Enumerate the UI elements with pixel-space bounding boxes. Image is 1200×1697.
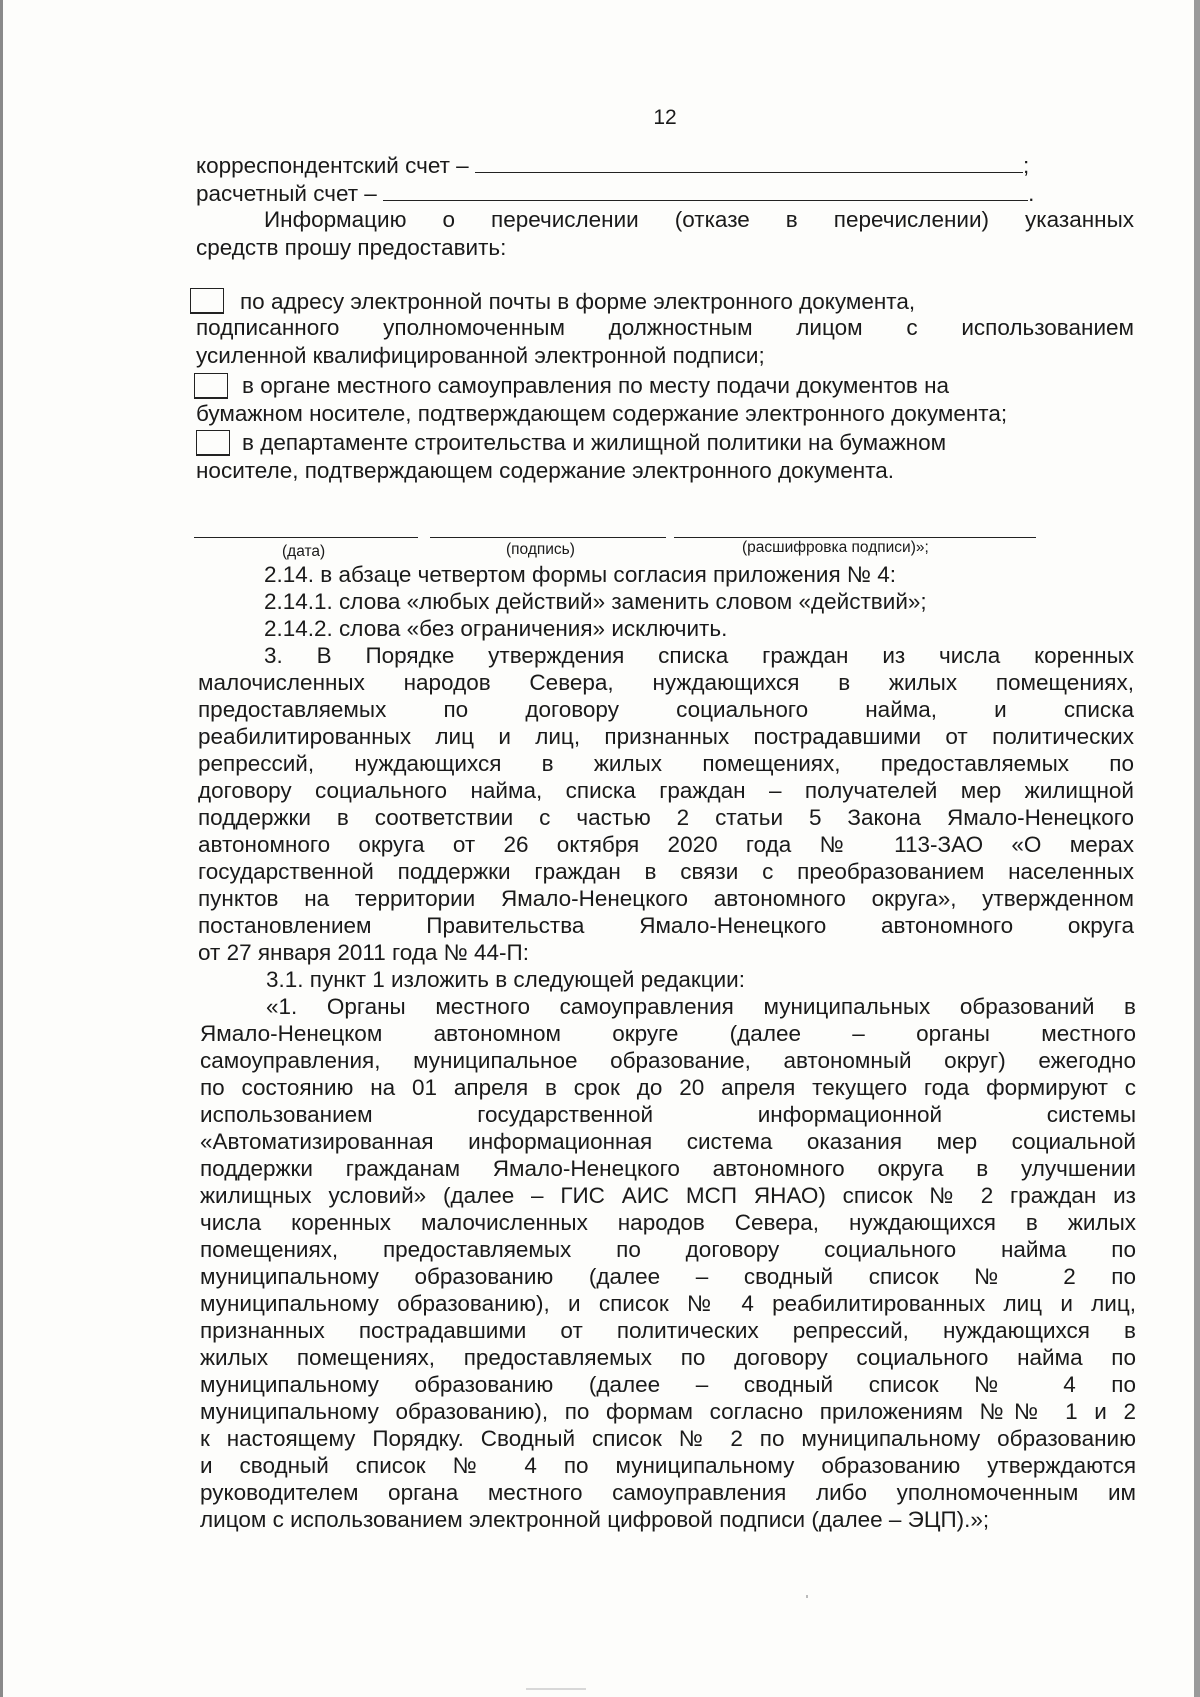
body-line: автономного округа от 26 октября 2020 года № 113-ЗАО «О мерах [198, 832, 1134, 857]
body-line: к настоящему Порядку. Сводный список № 2 по муниципальному образованию [200, 1426, 1136, 1451]
body-line: муниципальному образованию), по формам согласно приложениям №№ 1 и 2 [200, 1399, 1136, 1424]
body-line: репрессий, нуждающихся в жилых помещениях, предоставляемых по [198, 751, 1134, 776]
body-line: поддержки в соответствии с частью 2 статьи 5 Закона Ямало-Ненецкого [198, 805, 1134, 830]
body-line: муниципальному образованию (далее – сводный список № 4 по [200, 1372, 1136, 1397]
body-line: муниципальному образованию (далее – сводный список № 2 по [200, 1264, 1136, 1289]
settle-account-end: . [1028, 181, 1035, 206]
body-line: реабилитированных лиц и лиц, признанных пострадавшими от политических [198, 724, 1134, 749]
info-paragraph-line2: средств прошу предоставить: [196, 235, 507, 260]
sign-caption: (подпись) [506, 541, 575, 558]
option-department-checkbox[interactable] [196, 430, 230, 456]
body-line: 2.14.2. слова «без ограничения» исключить. [264, 616, 728, 641]
scan-speck [806, 1595, 808, 1598]
body-line: пунктов на территории Ямало-Ненецкого автономного округа», утвержденном [198, 886, 1134, 911]
corr-account-end: ; [1022, 153, 1030, 178]
option-email-line2: подписанного уполномоченным должностным лицом с использованием [196, 315, 1134, 340]
option-local-authority-line1: в органе местного самоуправления по месту подачи документов на [242, 373, 950, 398]
body-line: малочисленных народов Севера, нуждающихся в жилых помещениях, [198, 670, 1134, 695]
body-line: договору социального найма, списка граждан – получателей мер жилищной [198, 778, 1134, 803]
date-caption: (дата) [282, 543, 326, 560]
body-line: руководителем органа местного самоуправления либо уполномоченным им [200, 1480, 1136, 1505]
name-caption: (расшифровка подписи)»; [742, 539, 929, 556]
body-line: по состоянию на 01 апреля в срок до 20 апреля текущего года формируют с [200, 1075, 1136, 1100]
body-line: от 27 января 2011 года № 44-П: [198, 940, 529, 965]
body-line: предоставляемых по договору социального найма, и списка [198, 697, 1134, 722]
settle-account-label: расчетный счет – [196, 181, 377, 206]
body-line: самоуправления, муниципальное образование, автономный округ) ежегодно [200, 1048, 1136, 1073]
body-line: использованием государственной информационной системы [200, 1102, 1136, 1127]
corr-account-blank[interactable] [475, 152, 1023, 173]
body-line: лицом с использованием электронной цифровой подписи (далее – ЭЦП).»; [200, 1507, 990, 1532]
option-department-line1: в департаменте строительства и жилищной политики на бумажном [242, 430, 947, 455]
option-email-line3: усиленной квалифицированной электронной подписи; [196, 343, 765, 368]
option-email-line1: по адресу электронной почты в форме электронного документа, [240, 289, 916, 314]
body-line: 2.14.1. слова «любых действий» заменить словом «действий»; [264, 589, 927, 614]
body-line: «1. Органы местного самоуправления муниципальных образований в [266, 994, 1136, 1019]
option-email-checkbox[interactable] [190, 288, 224, 314]
date-signature-line [194, 537, 418, 538]
body-line: 3.1. пункт 1 изложить в следующей редакции: [266, 967, 745, 992]
scan-speck [526, 1688, 586, 1690]
name-signature-line [674, 537, 1036, 538]
body-line: поддержки гражданам Ямало-Ненецкого автономного округа в улучшении [200, 1156, 1136, 1181]
page-number: 12 [653, 106, 677, 129]
body-line: «Автоматизированная информационная система оказания мер социальной [200, 1129, 1136, 1154]
corr-account-label: корреспондентский счет – [196, 153, 469, 178]
scan-edge-right [1194, 0, 1200, 1697]
body-line: муниципальному образованию), и список № 4 реабилитированных лиц и лиц, [200, 1291, 1136, 1316]
info-paragraph-line1: Информацию о перечислении (отказе в перечислении) указанных [264, 207, 1134, 232]
scan-edge-left [0, 0, 3, 1697]
settle-account-line [196, 180, 1034, 207]
option-local-authority-checkbox[interactable] [194, 373, 228, 399]
body-line: жилищных условий» (далее – ГИС АИС МСП ЯНАО) список № 2 граждан из [200, 1183, 1136, 1208]
body-line: 2.14. в абзаце четвертом формы согласия приложения № 4: [264, 562, 897, 587]
body-line: числа коренных малочисленных народов Севера, нуждающихся в жилых [200, 1210, 1136, 1235]
body-line: постановлением Правительства Ямало-Ненецкого автономного округа [198, 913, 1134, 938]
body-line: признанных пострадавшими от политических репрессий, нуждающихся в [200, 1318, 1136, 1343]
body-line: государственной поддержки граждан в связи с преобразованием населенных [198, 859, 1134, 884]
body-line: и сводный список № 4 по муниципальному образованию утверждаются [200, 1453, 1136, 1478]
option-local-authority-line2: бумажном носителе, подтверждающем содержание электронного документа; [196, 401, 1008, 426]
settle-account-blank[interactable] [383, 180, 1028, 201]
sign-signature-line [430, 537, 666, 538]
body-line: 3. В Порядке утверждения списка граждан из числа коренных [264, 643, 1134, 668]
option-department-line2: носителе, подтверждающем содержание электронного документа. [196, 458, 895, 483]
body-line: Ямало-Ненецком автономном округе (далее – органы местного [200, 1021, 1136, 1046]
body-line: помещениях, предоставляемых по договору социального найма по [200, 1237, 1136, 1262]
body-line: жилых помещениях, предоставляемых по договору социального найма по [200, 1345, 1136, 1370]
corr-account-line [196, 152, 1029, 179]
